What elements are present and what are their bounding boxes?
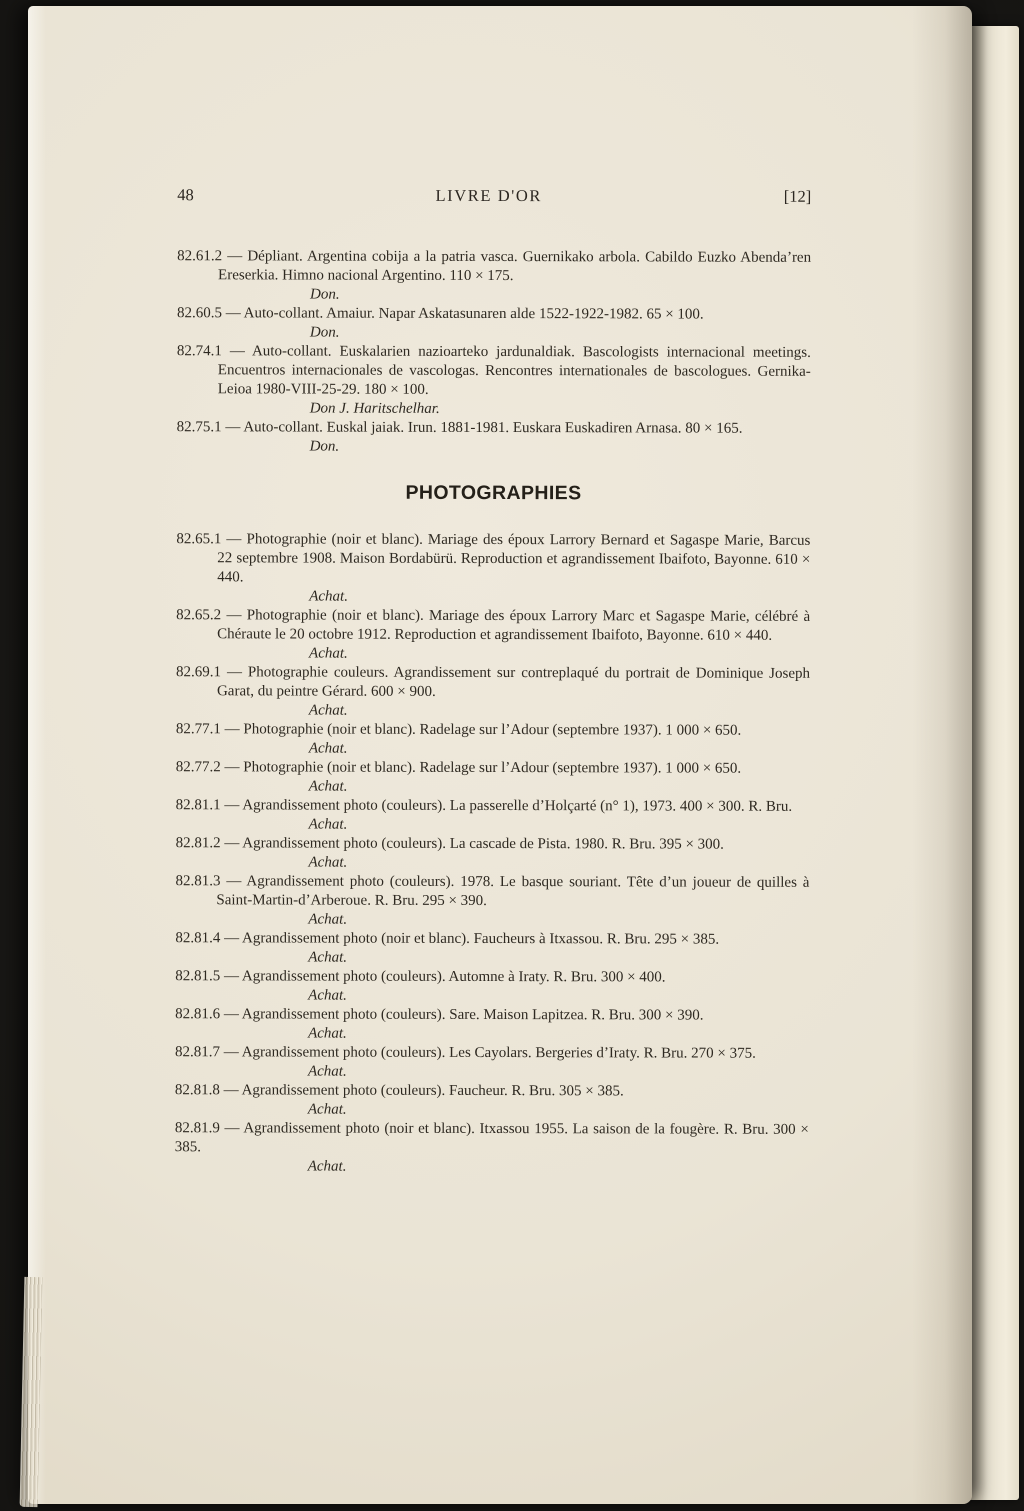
entry-text: 82.81.2 — Agrandissement photo (couleurs). La cascade de Pista. 1980. R. Bru. 395 × 300.: [175, 835, 724, 853]
acquisition-note: Don J. Haritschelhar.: [309, 400, 440, 417]
page-header: [177, 185, 811, 206]
entry-text: 82.81.5 — Agrandissement photo (couleurs). Automne à Iraty. R. Bru. 300 × 400.: [175, 968, 666, 986]
catalog-entry: [176, 720, 810, 760]
entry-text: 82.81.3 — Agrandissement photo (couleurs). 1978. Le basque souriant. Tête d’un joueur de quilles à Saint-Martin-d’Arberoue. R. Bru. 295 × 390.: [175, 873, 810, 909]
entry-id: 82.77.2: [175, 759, 221, 776]
catalog-entry: [175, 1081, 809, 1121]
entry-id: 82.65.1: [176, 531, 222, 548]
catalog-entry: [176, 606, 810, 665]
acquisition-note: Achat.: [308, 778, 348, 795]
folio-reference: [12]: [783, 186, 812, 206]
catalog-entry: [175, 1043, 809, 1083]
acquisition-note: Don.: [309, 324, 340, 341]
entry-text: 82.60.5 — Auto-collant. Amaiur. Napar Askatasunaren alde 1522-1922-1982. 65 × 100.: [176, 305, 704, 323]
entry-text: 82.65.2 — Photographie (noir et blanc). Mariage des époux Larrory Marc et Sagaspe Marie, célébré à Chéraute le 20 octobre 1912. Reproduction et agrandissement Ibaifoto, Bayonne. 610 × 440.: [176, 607, 811, 644]
entry-id: 82.65.2: [176, 607, 222, 624]
entry-id: 82.81.6: [175, 1006, 221, 1023]
acquisition-note: Achat.: [307, 1158, 347, 1175]
entry-text: 82.81.7 — Agrandissement photo (couleurs). Les Cayolars. Bergeries d’Iraty. R. Bru. 270 × 375.: [175, 1044, 756, 1062]
entry-text: 82.69.1 — Photographie couleurs. Agrandissement sur contreplaqué du portrait de Dominique Joseph Garat, du peintre Gérard. 600 × 900.: [176, 664, 811, 700]
acquisition-note: Achat.: [308, 1025, 347, 1042]
entry-id: 82.81.1: [175, 797, 221, 814]
page-content: [175, 185, 812, 1178]
entry-id: 82.77.1: [175, 721, 221, 738]
catalog-entry: [177, 342, 811, 420]
entry-text: 82.77.1 — Photographie (noir et blanc). Radelage sur l’Adour (septembre 1937). 1 000 × 650.: [175, 721, 742, 739]
entries-root: [175, 247, 811, 1178]
entry-id: 82.81.4: [175, 930, 221, 947]
entry-id: 82.81.5: [175, 968, 221, 985]
acquisition-note: Achat.: [308, 987, 347, 1004]
catalog-entry: [175, 1005, 809, 1045]
entry-id: 82.74.1: [176, 343, 222, 360]
catalog-entry: [177, 247, 811, 306]
catalog-entry: [175, 967, 809, 1007]
entry-id: 82.81.9: [174, 1120, 220, 1137]
entry-id: 82.60.5: [176, 305, 222, 322]
acquisition-note: Achat.: [308, 854, 348, 871]
entry-text: 82.61.2 — Dépliant. Argentina cobija a la patria vasca. Guernikako arbola. Cabildo Euzko Abenda’ren Ereserkia. Himno nacional Argentino. 110 × 175.: [177, 248, 812, 285]
entry-text: 82.81.9 — Agrandissement photo (noir et blanc). Itxassou 1955. La saison de la fougère. R. Bru. 300 × 385.: [174, 1120, 809, 1156]
acquisition-note: Achat.: [309, 588, 348, 605]
catalog-entry: [176, 758, 810, 798]
acquisition-note: Achat.: [308, 740, 348, 757]
entry-id: 82.69.1: [176, 664, 222, 681]
entry-text: 82.75.1 — Auto-collant. Euskal jaiak. Irun. 1881-1981. Euskara Euskadiren Arnasa. 80 × 165.: [176, 419, 743, 437]
catalog-entry: [177, 418, 811, 458]
acquisition-note: Achat.: [307, 1063, 347, 1080]
catalog-entry: [175, 929, 809, 969]
acquisition-note: Achat.: [308, 949, 348, 966]
catalog-entry: [176, 663, 810, 722]
book-page: [28, 6, 972, 1504]
page-number: 48: [177, 185, 194, 205]
acquisition-note: Don.: [309, 286, 340, 303]
entry-id: 82.81.2: [175, 835, 221, 852]
catalog-entry: [175, 834, 809, 874]
entry-text: 82.81.1 — Agrandissement photo (couleurs). La passerelle d’Holçarté (n° 1), 1973. 400 × 300. R. Bru.: [175, 797, 793, 815]
entry-text: 82.81.8 — Agrandissement photo (couleurs). Faucheur. R. Bru. 305 × 385.: [174, 1082, 624, 1100]
acquisition-note: Achat.: [308, 702, 348, 719]
acquisition-note: Don.: [309, 438, 340, 455]
catalog-entry: [176, 530, 810, 608]
catalog-entry: [176, 796, 810, 836]
running-title: LIVRE D'OR: [435, 185, 543, 206]
acquisition-note: Achat.: [308, 911, 348, 928]
entry-id: 82.61.2: [177, 248, 223, 265]
acquisition-note: Achat.: [309, 645, 348, 662]
acquisition-note: Achat.: [307, 1101, 347, 1118]
entry-text: 82.77.2 — Photographie (noir et blanc). Radelage sur l’Adour (septembre 1937). 1 000 × 650.: [175, 759, 742, 777]
entry-id: 82.81.3: [175, 873, 221, 890]
section-heading: PHOTOGRAPHIES: [405, 481, 582, 505]
entry-text: 82.74.1 — Auto-collant. Euskalarien nazioarteko jardunaldiak. Bascologists internacional meetings. Encuentros internacionales de vascologas. Rencontres internationales de bascologues. Gernika-Leioa 1980-VIII-25-29. 180 × 100.: [176, 343, 811, 398]
next-page-edge: [967, 26, 1019, 1500]
entry-id: 82.81.8: [174, 1082, 220, 1099]
entry-text: 82.65.1 — Photographie (noir et blanc). Mariage des époux Larrory Bernard et Sagaspe Marie, Barcus 22 septembre 1908. Maison Bordabürü. Reproduction et agrandissement Ibaifoto, Bayonne. 610 × 440.: [176, 531, 811, 586]
catalog-entry: [177, 304, 811, 344]
entry-text: 82.81.6 — Agrandissement photo (couleurs). Sare. Maison Lapitzea. R. Bru. 300 × 390.: [175, 1006, 704, 1024]
catalog-entry: [175, 1119, 809, 1178]
entry-text: 82.81.4 — Agrandissement photo (noir et blanc). Faucheurs à Itxassou. R. Bru. 295 × 385.: [175, 930, 720, 948]
entry-id: 82.75.1: [176, 419, 222, 436]
entry-id: 82.81.7: [175, 1044, 221, 1061]
catalog-entry: [175, 872, 809, 931]
acquisition-note: Achat.: [308, 816, 348, 833]
